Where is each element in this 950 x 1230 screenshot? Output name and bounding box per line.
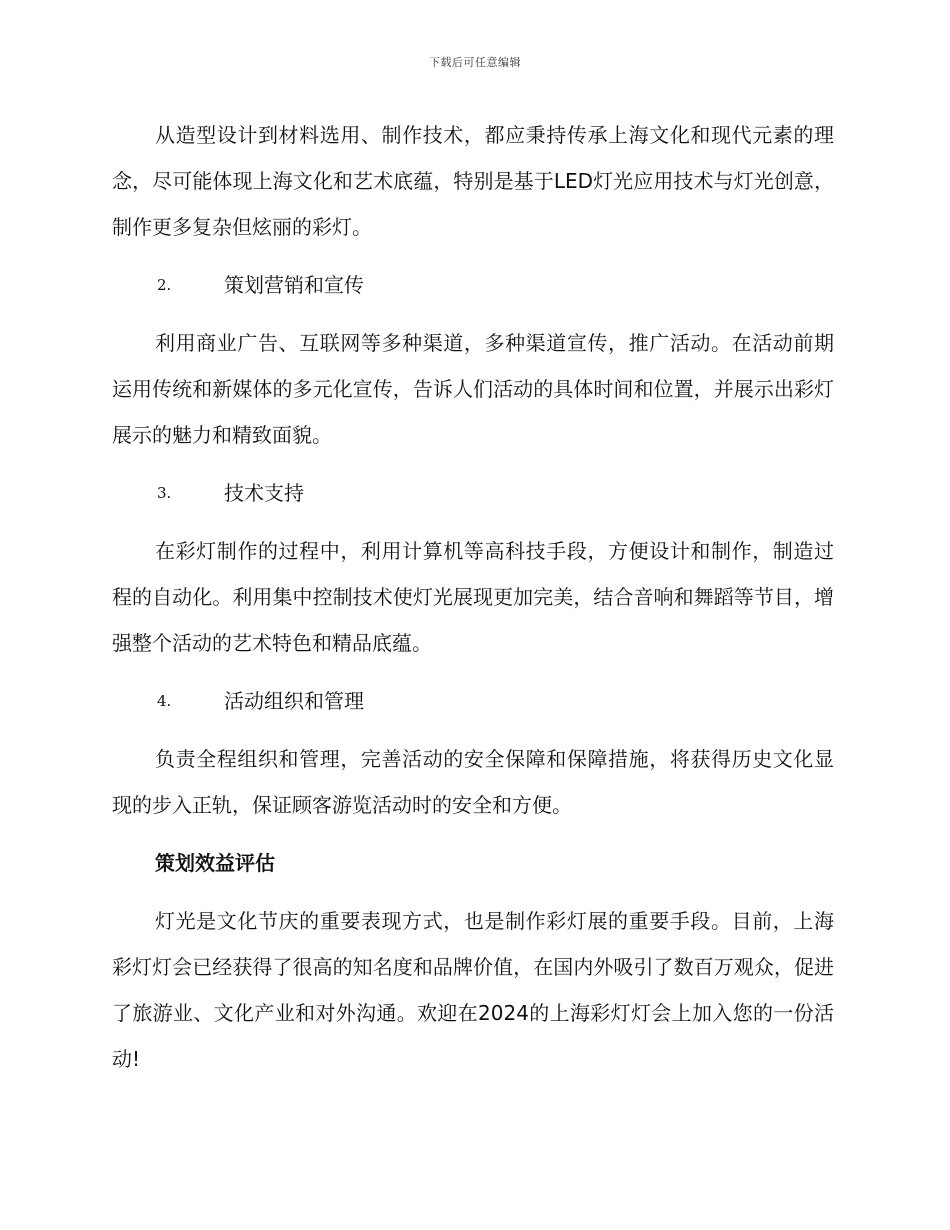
- list-title: 活动组织和管理: [224, 689, 364, 713]
- list-heading-tech: [112, 470, 834, 516]
- list-number: 2.: [157, 276, 172, 294]
- list-title: 策划营销和宣传: [224, 273, 364, 297]
- paragraph-marketing: 利用商业广告、互联网等多种渠道，多种渠道宣传，推广活动。在活动前期运用传统和新媒体的多元化宣传，告诉人们活动的具体时间和位置，并展示出彩灯展示的魅力和精致面貌。: [112, 331, 834, 447]
- page-header: 下载后可任意编辑: [429, 56, 521, 69]
- paragraph-design: 从造型设计到材料选用、制作技术，都应秉持传承上海文化和现代元素的理念，尽可能体现上海文化和艺术底蕴，特别是基于LED灯光应用技术与灯光创意，制作更多复杂但炫丽的彩灯。: [112, 123, 834, 239]
- paragraph-tech: 在彩灯制作的过程中，利用计算机等高科技手段，方便设计和制作，制造过程的自动化。利用集中控制技术使灯光展现更加完美，结合音响和舞蹈等节目，增强整个活动的艺术特色和精品底蕴。: [112, 539, 834, 655]
- list-heading-marketing: [112, 262, 834, 308]
- list-title: 技术支持: [224, 481, 304, 505]
- document-body: [112, 112, 834, 1094]
- list-number: 3.: [157, 484, 172, 502]
- paragraph-evaluation: 灯光是文化节庆的重要表现方式，也是制作彩灯展的重要手段。目前，上海彩灯灯会已经获得了很高的知名度和品牌价值，在国内外吸引了数百万观众，促进了旅游业、文化产业和对外沟通。欢迎在2024的上海彩灯灯会上加入您的一份活动!: [112, 909, 834, 1071]
- paragraph-management: 负责全程组织和管理，完善活动的安全保障和保障措施，将获得历史文化显现的步入正轨，保证顾客游览活动时的安全和方便。: [112, 747, 834, 817]
- section-title: 策划效益评估: [155, 851, 275, 875]
- list-number: 4.: [157, 692, 172, 710]
- list-heading-management: [112, 678, 834, 724]
